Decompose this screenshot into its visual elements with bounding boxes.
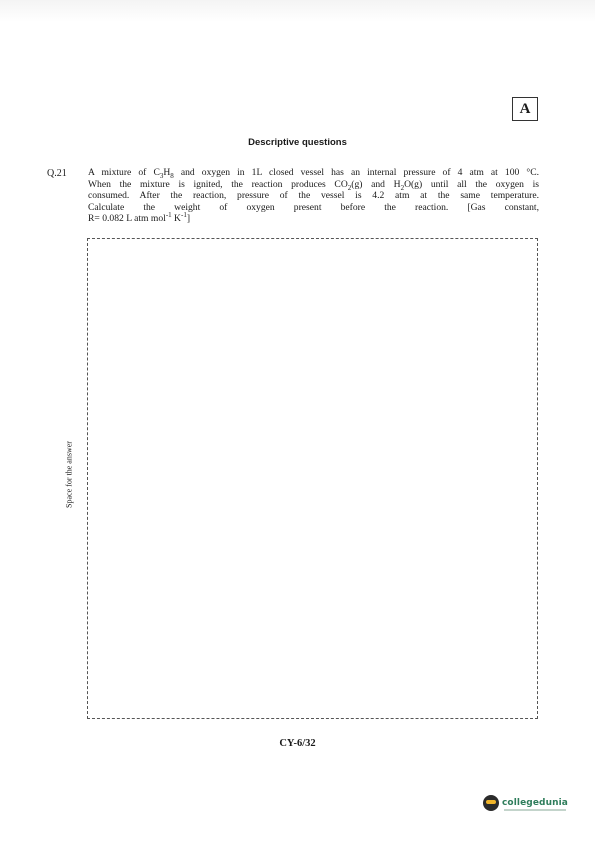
question-text: [88, 167, 539, 225]
question-number: Q.21: [47, 168, 67, 179]
question-line-1: A mixture of $C_3H_8$ and oxygen in 1L closed vessel has an internal pressure of 4 atm at 100 °C.: [88, 167, 540, 180]
question-line-3: consumed. After the reaction, pressure of the vessel is 4.2 atm at the same temperature.: [88, 190, 539, 202]
watermark-tagline-bar: [504, 809, 566, 811]
scan-edge: [0, 0, 595, 22]
page-code: CY-6/32: [279, 738, 316, 749]
section-heading: Descriptive questions: [248, 137, 347, 148]
paper-code-badge: [512, 97, 538, 121]
watermark-brand: collegedunia: [502, 798, 568, 808]
graduate-cap-icon: [483, 795, 499, 811]
question-line-2: When the mixture is ignited, the reaction produces $CO_2(g)$ and $H_2O(g)$ until all the oxygen is: [88, 178, 540, 192]
paper-code: A: [519, 100, 531, 117]
answer-box[interactable]: [87, 238, 538, 719]
question-line-5: R= 0.082 L atm mol$^{-1}$ $K^{-1}$]: [88, 211, 191, 225]
question-line-4: Calculate the weight of oxygen present before the reaction. [Gas constant,: [88, 201, 539, 213]
answer-space-label: Space for the answer: [64, 441, 74, 508]
